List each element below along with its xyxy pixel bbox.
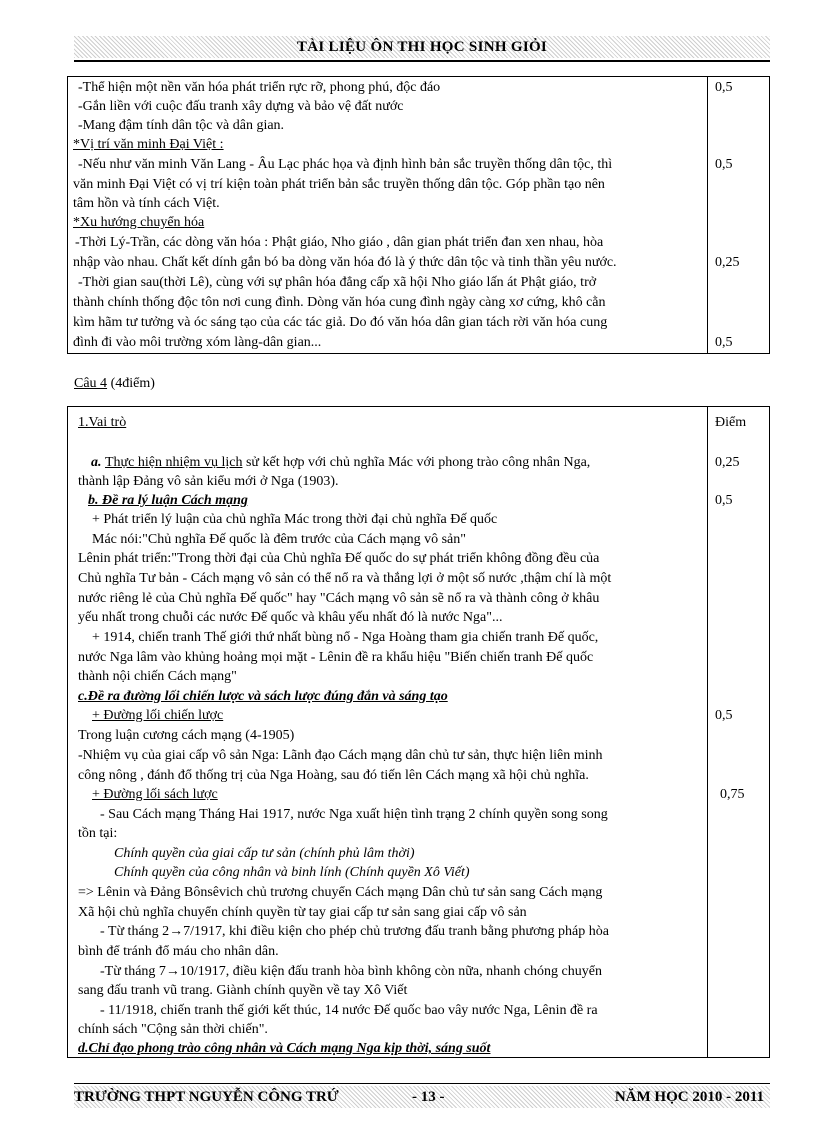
header-title: TÀI LIỆU ÔN THI HỌC SINH GIỎI (296, 39, 548, 55)
table-line: -Nếu như văn minh Văn Lang - Âu Lạc phác họa và định hình bản sắc truyền thống dân tộc, thì (78, 157, 613, 172)
item-heading (88, 492, 248, 510)
table-line: -Gắn liền với cuộc đấu tranh xây dựng và bảo vệ đất nước (78, 99, 404, 114)
table-line: Chính quyền của công nhân và binh lính (Chính quyền Xô Viết) (114, 865, 470, 880)
score-cell: 0,5 (715, 493, 733, 508)
table-divider (707, 77, 708, 353)
score-cell: 0,5 (715, 335, 733, 350)
table-line (92, 707, 223, 725)
item-heading-text: b. Đề ra lý luận Cách mạng (88, 493, 248, 508)
score-cell: 0,5 (715, 80, 733, 95)
footer-rule (74, 1083, 770, 1084)
item-heading-text: d.Chỉ đạo phong trào công nhân và Cách mạng Nga kịp thời, sáng suốt (78, 1041, 491, 1056)
table-line: + 1914, chiến tranh Thế giới thứ nhất bùng nổ - Nga Hoàng tham gia chiến tranh Đế quốc, (92, 630, 599, 645)
table-line: nhập vào nhau. Chất kết dính gắn bó ba dòng văn hóa đó là ý thức dân tộc và tinh thần yêu nước. (73, 255, 617, 270)
table-line (73, 214, 204, 232)
table-line: đình đi vào môi trường xóm làng-dân gian... (73, 335, 322, 350)
table-divider (707, 407, 708, 1057)
score-cell: 0,25 (715, 455, 740, 470)
table-line: sang đấu tranh vũ trang. Giành chính quyền về tay Xô Viết (78, 983, 408, 998)
table-line: Chính quyền của giai cấp tư sản (chính phủ lâm thời) (114, 846, 415, 861)
question-label (74, 375, 155, 393)
item-heading (78, 1040, 490, 1058)
table-line: thành nội chiến Cách mạng" (78, 669, 237, 684)
header-rule (74, 60, 770, 62)
table-line: sử kết hợp với chủ nghĩa Mác với phong trào công nhân Nga, (242, 455, 591, 470)
table-line (92, 786, 218, 804)
table-line: -Mang đậm tính dân tộc và dân gian. (78, 118, 285, 133)
table-line: thành chính thống độc tôn nơi cung đình. Dòng văn hóa cung đình ngày càng xơ cứng, khô cằn (73, 295, 606, 310)
score-cell: 0,5 (715, 157, 733, 172)
table-line: Trong luận cương cách mạng (4-1905) (78, 728, 295, 743)
footer-school: TRƯỜNG THPT NGUYỄN CÔNG TRỨ (74, 1089, 339, 1105)
table-line: - Sau Cách mạng Tháng Hai 1917, nước Nga xuất hiện tình trạng 2 chính quyền song song (100, 807, 608, 822)
table-line: -Thời gian sau(thời Lê), cùng với sự phân hóa đẳng cấp xã hội Nho giáo lấn át Phật giáo, trở (78, 275, 597, 290)
answer-table-2 (67, 406, 770, 1058)
score-header: Điểm (715, 415, 747, 430)
section-title-text: 1.Vai trò (78, 415, 127, 430)
table-line: *Vị trí văn minh Đại Việt : (73, 137, 224, 152)
table-line: -Từ tháng 7→10/1917, điều kiện đấu tranh hòa bình không còn nữa, nhanh chóng chuyển (100, 964, 602, 979)
score-cell: 0,25 (715, 255, 740, 270)
table-line: Chủ nghĩa Tư bản - Cách mạng vô sản có thể nổ ra và thắng lợi ở một số nước ,thậm chí là một (78, 571, 612, 586)
table-line: -Nhiệm vụ của giai cấp vô sản Nga: Lãnh đạo Cách mạng dân chủ tư sản, thực hiện liên minh (78, 748, 603, 763)
table-line: -Thời Lý-Trần, các dòng văn hóa : Phật giáo, Nho giáo , dân gian phát triển đan xen nhau, hòa (75, 235, 604, 250)
table-line: thành lập Đảng vô sản kiểu mới ở Nga (1903). (78, 474, 339, 489)
table-line: tồn tại: (78, 826, 118, 841)
item-a-label: a. (91, 455, 105, 470)
table-line: bình để tránh đổ máu cho nhân dân. (78, 944, 279, 959)
table-line: yếu nhất trong chuỗi các nước Đế quốc và khâu yếu nhất đó là nước Nga"... (78, 610, 503, 625)
item-heading-text: c.Đề ra đường lối chiến lược và sách lược đúng đắn và sáng tạo (78, 689, 448, 704)
table-line: công nông , đánh đổ thống trị của Nga Hoàng, sau đó tiến lên Cách mạng xã hội chủ nghĩa. (78, 768, 589, 783)
page-header (74, 36, 770, 58)
table-line: kìm hãm tư tưởng và óc sáng tạo của các tác giả. Do đó văn hóa dân gian tách rời văn hóa cung (73, 315, 608, 330)
score-cell: 0,5 (715, 708, 733, 723)
table-line: tâm hồn và tính cách Việt. (73, 196, 220, 211)
score-cell: 0,75 (720, 787, 745, 802)
table-line (91, 454, 590, 472)
question-number: Câu 4 (74, 376, 108, 391)
item-heading (78, 688, 448, 706)
table-line: => Lênin và Đảng Bônsêvich chủ trương chuyển Cách mạng Dân chủ tư sản sang Cách mạng (78, 885, 603, 900)
section-title (78, 414, 126, 432)
table-line: Lênin phát triển:"Trong thời đại của Chủ nghĩa Đế quốc do sự phát triển không đồng đều của (78, 551, 600, 566)
table-line: Xã hội chủ nghĩa chuyển chính quyền từ tay giai cấp tư sản sang giai cấp vô sản (78, 905, 527, 920)
table-line: + Đường lối sách lược (92, 787, 218, 802)
footer-page-number: - 13 - (412, 1089, 445, 1105)
table-line: + Phát triển lý luận của chủ nghĩa Mác trong thời đại chủ nghĩa Đế quốc (92, 512, 498, 527)
table-line: - 11/1918, chiến tranh thế giới kết thúc, 14 nước Đế quốc bao vây nước Nga, Lênin đề ra (100, 1003, 598, 1018)
item-a-title: Thực hiện nhiệm vụ lịch (105, 455, 243, 470)
table-line: nước riêng lẻ của Chủ nghĩa Đế quốc" hay "Cách mạng vô sản sẽ nổ ra và thành công ở khâu (78, 591, 600, 606)
page-footer (74, 1086, 770, 1108)
footer-school-year: NĂM HỌC 2010 - 2011 (614, 1089, 764, 1105)
table-line: + Đường lối chiến lược (92, 708, 224, 723)
table-line: Mác nói:"Chủ nghĩa Đế quốc là đêm trước của Cách mạng vô sản" (92, 532, 466, 547)
table-line: chính sách "Cộng sản thời chiến". (78, 1022, 268, 1037)
table-line: - Từ tháng 2→7/1917, khi điều kiện cho phép chủ trương đấu tranh bằng phương pháp hòa (100, 924, 609, 939)
table-line: văn minh Đại Việt có vị trí kiện toàn phát triển bản sắc truyền thống dân tộc. Góp phần tạo nên (73, 177, 605, 192)
table-line: -Thể hiện một nền văn hóa phát triển rực rỡ, phong phú, độc đáo (78, 80, 441, 95)
table-line (73, 136, 224, 154)
answer-table-1 (67, 76, 770, 354)
question-points: (4điểm) (107, 376, 155, 391)
table-line: *Xu hướng chuyển hóa (73, 215, 205, 230)
table-line: nước Nga lâm vào khủng hoảng mọi mặt - Lênin đề ra khẩu hiệu "Biến chiến tranh Đế quốc (78, 650, 594, 665)
